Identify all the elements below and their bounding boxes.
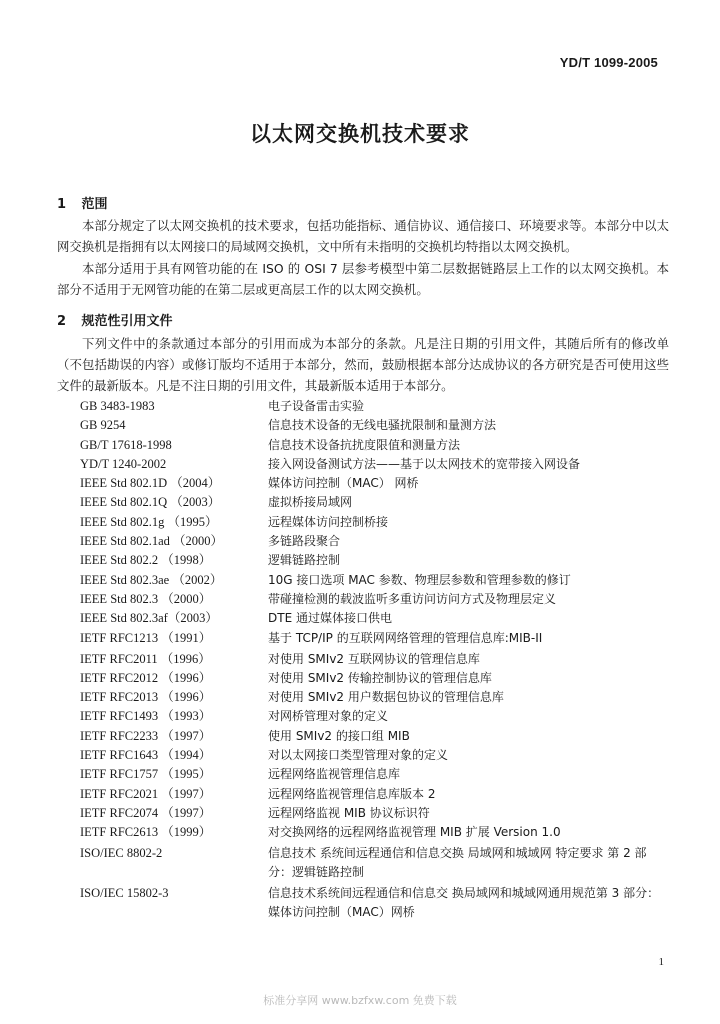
reference-code: GB 9254 bbox=[80, 418, 126, 433]
section-2-number: 2 bbox=[57, 314, 67, 329]
reference-item bbox=[80, 746, 670, 765]
reference-code: IETF RFC1757 （1995） bbox=[80, 767, 212, 782]
reference-code: IEEE Std 802.3 （2000） bbox=[80, 591, 212, 606]
reference-title: 使用 SMIv2 的接口组 MIB bbox=[268, 728, 410, 743]
page-number: 1 bbox=[658, 956, 664, 968]
reference-title: 远程网络监视管理信息库版本 2 bbox=[268, 786, 436, 801]
reference-code: IETF RFC2233 （1997） bbox=[80, 728, 212, 743]
reference-item bbox=[80, 397, 670, 416]
reference-item bbox=[80, 513, 670, 532]
section-1-title: 范围 bbox=[81, 197, 108, 212]
reference-item bbox=[80, 669, 670, 688]
reference-item bbox=[80, 707, 670, 726]
reference-title: 远程网络监视管理信息库 bbox=[268, 767, 401, 782]
reference-item bbox=[80, 571, 670, 590]
reference-code: IETF RFC1213 （1991） bbox=[80, 630, 212, 645]
reference-code: IETF RFC1493 （1993） bbox=[80, 709, 212, 724]
reference-item bbox=[80, 629, 670, 648]
reference-item bbox=[80, 551, 670, 570]
reference-code: IEEE Std 802.1g （1995） bbox=[80, 514, 218, 529]
reference-title: 虚拟桥接局域网 bbox=[268, 495, 353, 510]
reference-item bbox=[80, 436, 670, 455]
reference-title: 对以太网接口类型管理对象的定义 bbox=[268, 748, 449, 763]
reference-title: 信息技术系统间远程通信和信息交 换局域网和城域网通用规范第 3 部分：媒体访问控制（MAC）网桥 bbox=[268, 886, 660, 920]
reference-item bbox=[80, 493, 670, 512]
reference-title: 电子设备雷击实验 bbox=[268, 399, 365, 413]
reference-title: 对交换网络的远程网络监视管理 MIB 扩展 Version 1.0 bbox=[268, 825, 561, 840]
reference-item bbox=[80, 609, 670, 628]
reference-title: 对网桥管理对象的定义 bbox=[268, 709, 389, 724]
section-1-heading bbox=[57, 193, 108, 212]
reference-code: YD/T 1240-2002 bbox=[80, 456, 167, 471]
reference-title: 10G 接口选项 MAC 参数、物理层参数和管理参数的修订 bbox=[268, 572, 571, 587]
reference-title: DTE 通过媒体接口供电 bbox=[268, 611, 392, 626]
reference-title: 信息技术设备的无线电骚扰限制和量测方法 bbox=[268, 418, 497, 433]
reference-item bbox=[80, 532, 670, 551]
reference-title: 对使用 SMIv2 传输控制协议的管理信息库 bbox=[268, 670, 492, 685]
reference-title: 媒体访问控制（MAC） 网桥 bbox=[268, 476, 419, 491]
reference-item bbox=[80, 688, 670, 707]
reference-code: IETF RFC2021 （1997） bbox=[80, 786, 212, 801]
section-2-intro: 下列文件中的条款通过本部分的引用而成为本部分的条款。凡是注日期的引用文件，其随后所有的修改单（不包括勘误的内容）或修订版均不适用于本部分，然而，鼓励根据本部分达成协议的各方研究是否可使用这些文件的最新版本。凡是不注日期的引用文件，其最新版本适用于本部分。 bbox=[57, 336, 669, 393]
reference-code: IETF RFC2613 （1999） bbox=[80, 825, 212, 840]
reference-item bbox=[80, 765, 670, 784]
reference-title: 远程网络监视 MIB 协议标识符 bbox=[268, 805, 430, 820]
reference-item bbox=[80, 823, 670, 842]
standard-number: YD/T 1099-2005 bbox=[559, 55, 658, 70]
section-1-paragraph-2: 本部分适用于具有网管功能的在 ISO 的 OSI 7 层参考模型中第二层数据链路层上工作的以太网交换机。本部分不适用于无网管功能的在第二层或更高层工作的以太网交换机。 bbox=[57, 261, 669, 297]
reference-code: IEEE Std 802.3af（2003） bbox=[80, 611, 218, 626]
section-2-title: 规范性引用文件 bbox=[81, 314, 173, 329]
reference-item bbox=[80, 416, 670, 435]
section-1-number: 1 bbox=[57, 197, 67, 212]
reference-item bbox=[80, 785, 670, 804]
reference-title: 对使用 SMIv2 互联网协议的管理信息库 bbox=[268, 651, 480, 666]
reference-item bbox=[80, 590, 670, 609]
reference-item bbox=[80, 455, 670, 474]
reference-code: IETF RFC2012 （1996） bbox=[80, 670, 212, 685]
reference-item bbox=[80, 650, 670, 669]
reference-code: IEEE Std 802.2 （1998） bbox=[80, 553, 212, 568]
reference-title: 远程媒体访问控制桥接 bbox=[268, 514, 389, 529]
reference-title: 对使用 SMIv2 用户数据包协议的管理信息库 bbox=[268, 690, 504, 705]
reference-code: IETF RFC2013 （1996） bbox=[80, 690, 212, 705]
reference-code: GB/T 17618-1998 bbox=[80, 437, 172, 452]
reference-code: IETF RFC2011 （1996） bbox=[80, 651, 211, 666]
reference-title: 逻辑链路控制 bbox=[268, 553, 341, 568]
reference-title: 多链路段聚合 bbox=[268, 534, 341, 549]
reference-code: IEEE Std 802.1Q （2003） bbox=[80, 495, 221, 510]
reference-code: GB 3483-1983 bbox=[80, 399, 155, 413]
reference-code: IETF RFC2074 （1997） bbox=[80, 805, 212, 820]
document-title: 以太网交换机技术要求 bbox=[250, 122, 470, 146]
reference-code: IEEE Std 802.1ad （2000） bbox=[80, 534, 224, 549]
watermark: 标准分享网 www.bzfxw.com 免费下载 bbox=[263, 994, 457, 1007]
reference-code: ISO/IEC 8802-2 bbox=[80, 846, 163, 861]
reference-title: 带碰撞检测的载波监听多重访问访问方式及物理层定义 bbox=[268, 591, 557, 606]
section-1-paragraph-1: 本部分规定了以太网交换机的技术要求，包括功能指标、通信协议、通信接口、环境要求等。本部分中以太网交换机是指拥有以太网接口的局域网交换机，文中所有未指明的交换机均特指以太网交换机。 bbox=[57, 218, 669, 254]
reference-title: 基于 TCP/IP 的互联网网络管理的管理信息库:MIB-II bbox=[268, 630, 543, 645]
reference-code: IEEE Std 802.1D （2004） bbox=[80, 476, 221, 491]
reference-item bbox=[80, 884, 670, 922]
reference-item bbox=[80, 474, 670, 493]
reference-title: 接入网设备测试方法——基于以太网技术的宽带接入网设备 bbox=[268, 456, 581, 471]
reference-item bbox=[80, 727, 670, 746]
reference-code: ISO/IEC 15802-3 bbox=[80, 886, 169, 901]
reference-list bbox=[80, 397, 670, 924]
reference-item bbox=[80, 804, 670, 823]
reference-item bbox=[80, 844, 670, 882]
reference-title: 信息技术设备抗扰度限值和测量方法 bbox=[268, 437, 461, 452]
reference-title: 信息技术 系统间远程通信和信息交换 局域网和城域网 特定要求 第 2 部分：逻辑链路控制 bbox=[268, 846, 647, 880]
section-2-heading bbox=[57, 310, 173, 329]
reference-code: IEEE Std 802.3ae （2002） bbox=[80, 572, 223, 587]
reference-code: IETF RFC1643 （1994） bbox=[80, 748, 212, 763]
